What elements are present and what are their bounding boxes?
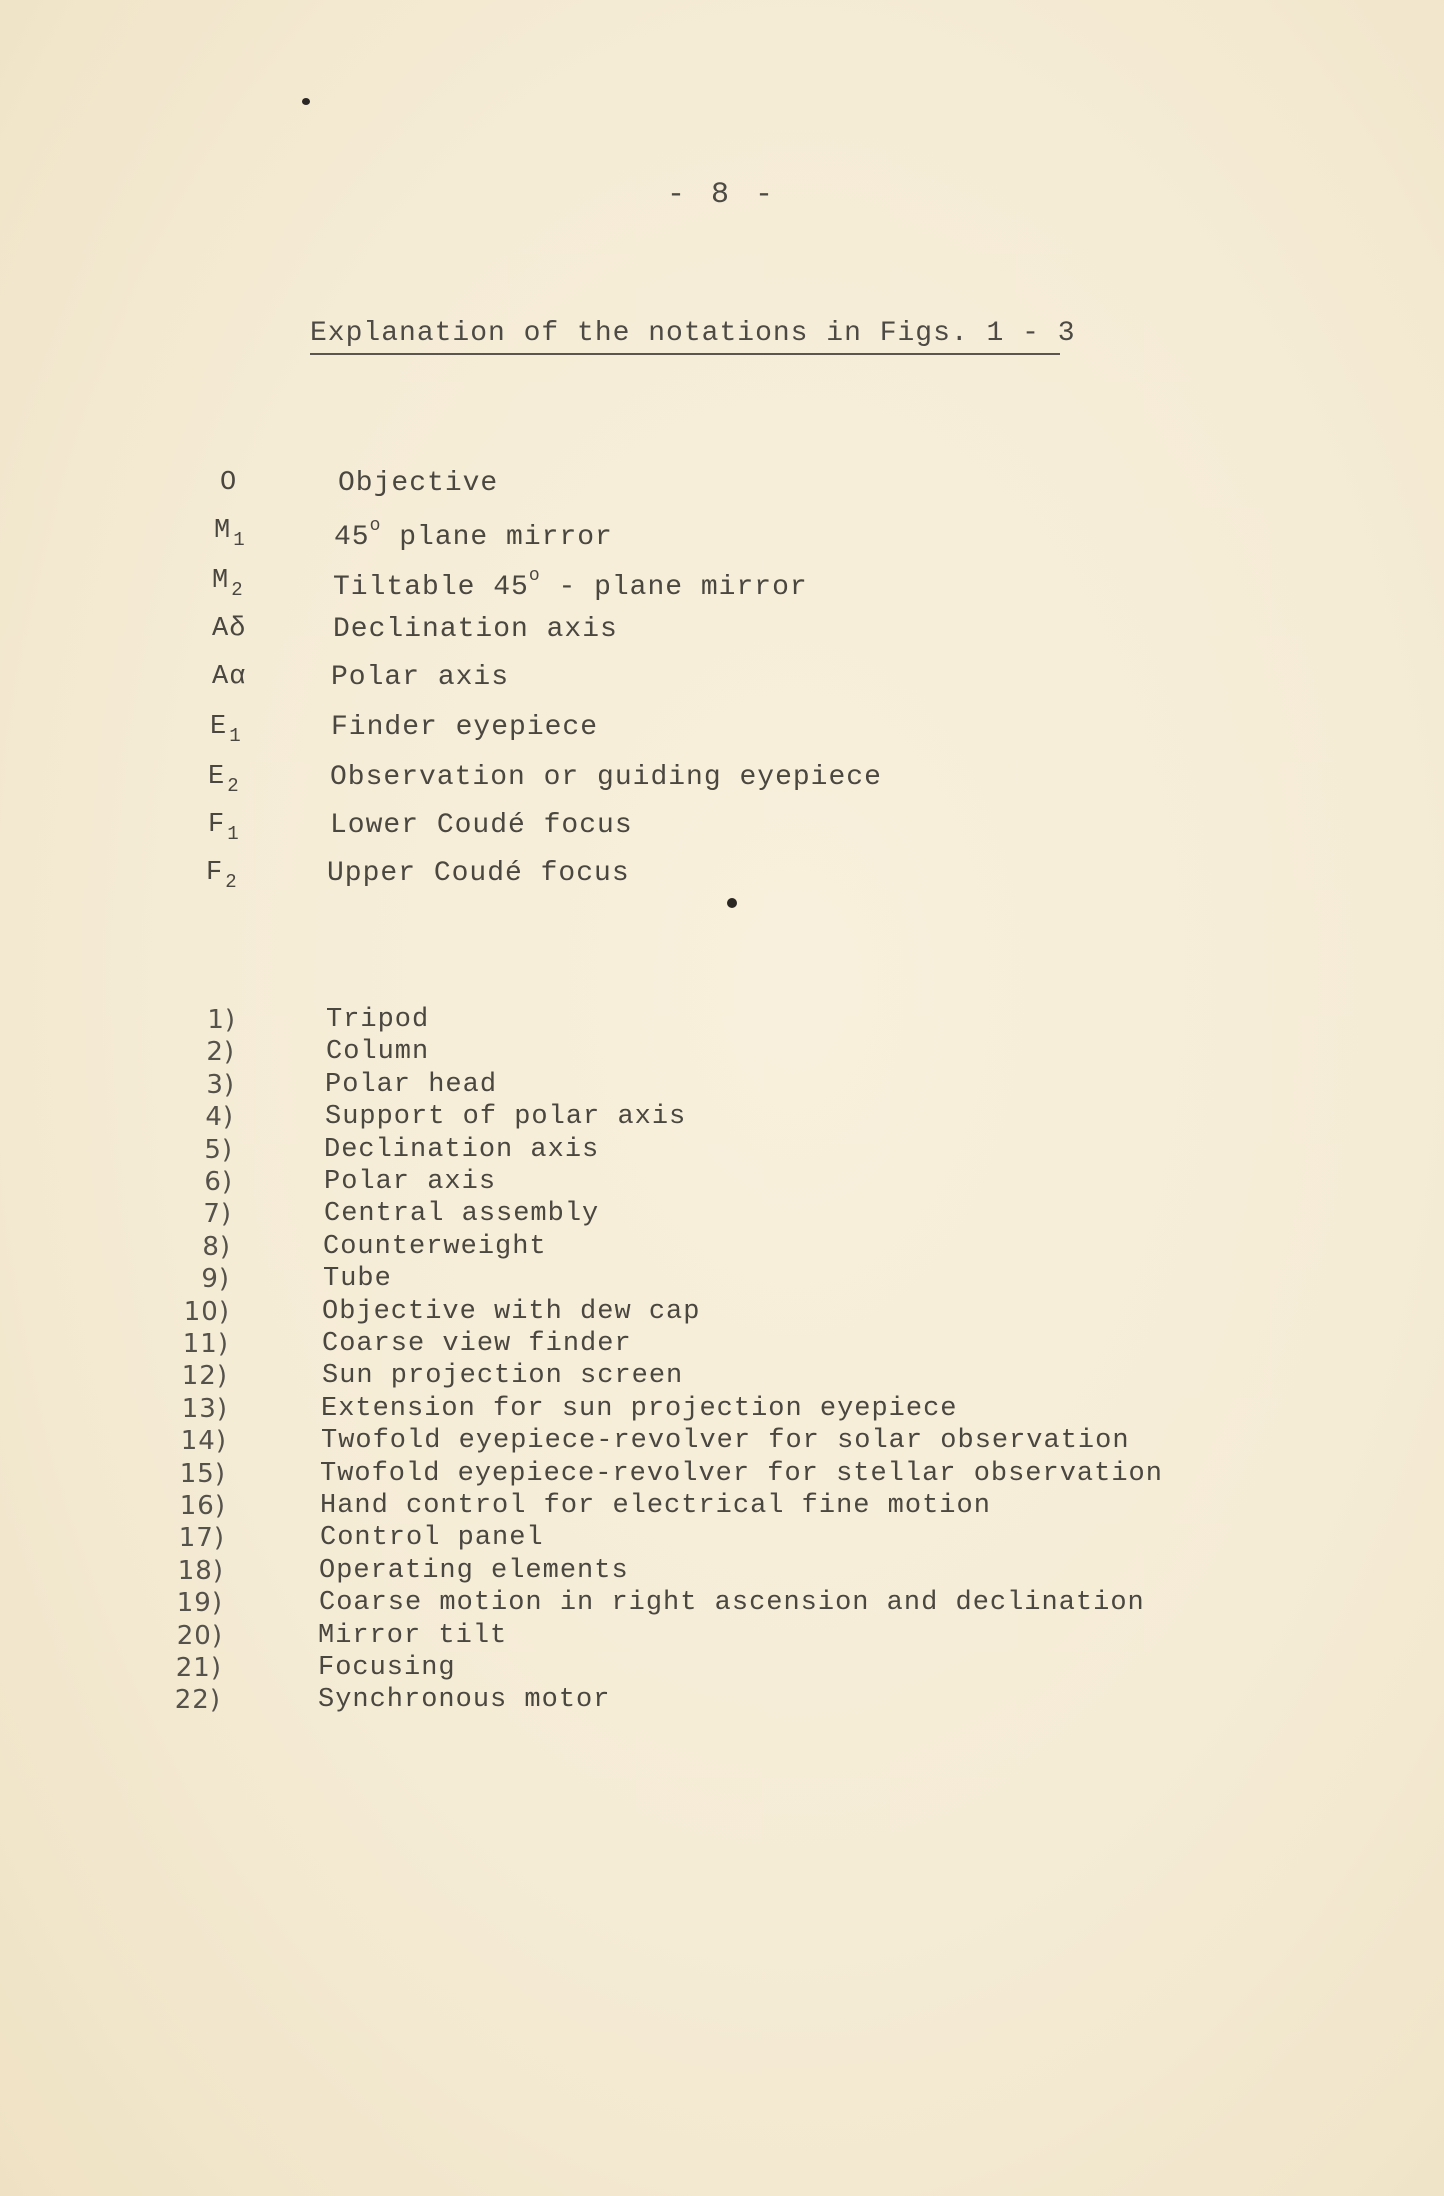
part-number: 21) [175,1653,222,1683]
part-label: Declination axis [324,1135,600,1165]
part-number: 16) [179,1491,226,1521]
part-number: 14) [180,1426,227,1456]
part-number: 2) [206,1037,235,1067]
notation-symbol: E $_2$ [208,762,240,797]
notation-description: Lower Coudé focus [330,810,633,841]
part-label: Focusing [318,1653,456,1683]
part-label: Objective with dew cap [322,1297,701,1327]
part-number: 6) [204,1167,233,1197]
page-title: Explanation of the notations in Figs. 1 - 3 [310,318,1060,355]
ink-speck-mark [302,98,310,105]
part-number: 4) [205,1102,234,1132]
part-label: Synchronous motor [318,1685,611,1715]
ink-dot-mark [727,898,737,908]
part-number: 17) [178,1523,225,1553]
notation-description: Declination axis [333,614,618,645]
part-label: Mirror tilt [318,1621,508,1651]
notation-description: Objective [338,468,499,499]
part-number: 11) [182,1329,229,1359]
part-number: 10) [183,1297,230,1327]
part-number: 7) [203,1199,232,1229]
part-label: Polar axis [324,1167,497,1197]
part-label: Counterweight [323,1232,547,1262]
part-number: 1) [207,1005,236,1035]
part-number: 20) [176,1621,223,1651]
part-label: Extension for sun projection eyepiece [321,1394,958,1424]
part-label: Twofold eyepiece-revolver for stellar observation [320,1459,1163,1489]
notation-description: Finder eyepiece [331,712,599,743]
part-label: Central assembly [324,1199,600,1229]
notation-description: 45$^o$ plane mirror [334,516,613,553]
part-label: Coarse view finder [322,1329,632,1359]
part-label: Sun projection screen [322,1361,684,1391]
notation-symbol: M $_2$ [212,566,244,601]
part-label: Column [326,1037,430,1067]
notation-description: Polar axis [331,662,510,693]
part-number: 13) [181,1394,228,1424]
part-label: Support of polar axis [325,1102,687,1132]
part-number: 18) [177,1556,224,1586]
part-number: 19) [176,1588,223,1618]
notation-symbol: F $_2$ [206,858,238,893]
part-label: Tube [323,1264,392,1294]
notation-symbol: Aα [212,662,247,692]
part-number: 22) [174,1685,221,1715]
notation-description: Observation or guiding eyepiece [330,762,882,793]
notation-description: Upper Coudé focus [327,858,630,889]
part-label: Control panel [320,1523,544,1553]
page-number: - 8 - [666,178,777,212]
notation-description: Tiltable 45$^o$ - plane mirror [333,566,808,603]
part-number: 15) [179,1459,226,1489]
part-number: 12) [181,1361,228,1391]
notation-symbol: E $_1$ [210,712,242,747]
part-number: 8) [202,1232,231,1262]
notation-symbol: F $_1$ [208,810,240,845]
notation-symbol: M $_1$ [214,516,246,551]
part-label: Coarse motion in right ascension and declination [319,1588,1145,1618]
part-label: Operating elements [319,1556,629,1586]
part-label: Polar head [325,1070,498,1100]
notation-symbol: Aδ [212,614,247,644]
part-label: Hand control for electrical fine motion [320,1491,991,1521]
part-number: 9) [201,1264,230,1294]
notation-symbol: O [220,468,238,498]
part-number: 3) [206,1070,235,1100]
part-label: Tripod [326,1005,430,1035]
part-number: 5) [204,1135,233,1165]
part-label: Twofold eyepiece-revolver for solar observation [321,1426,1130,1456]
